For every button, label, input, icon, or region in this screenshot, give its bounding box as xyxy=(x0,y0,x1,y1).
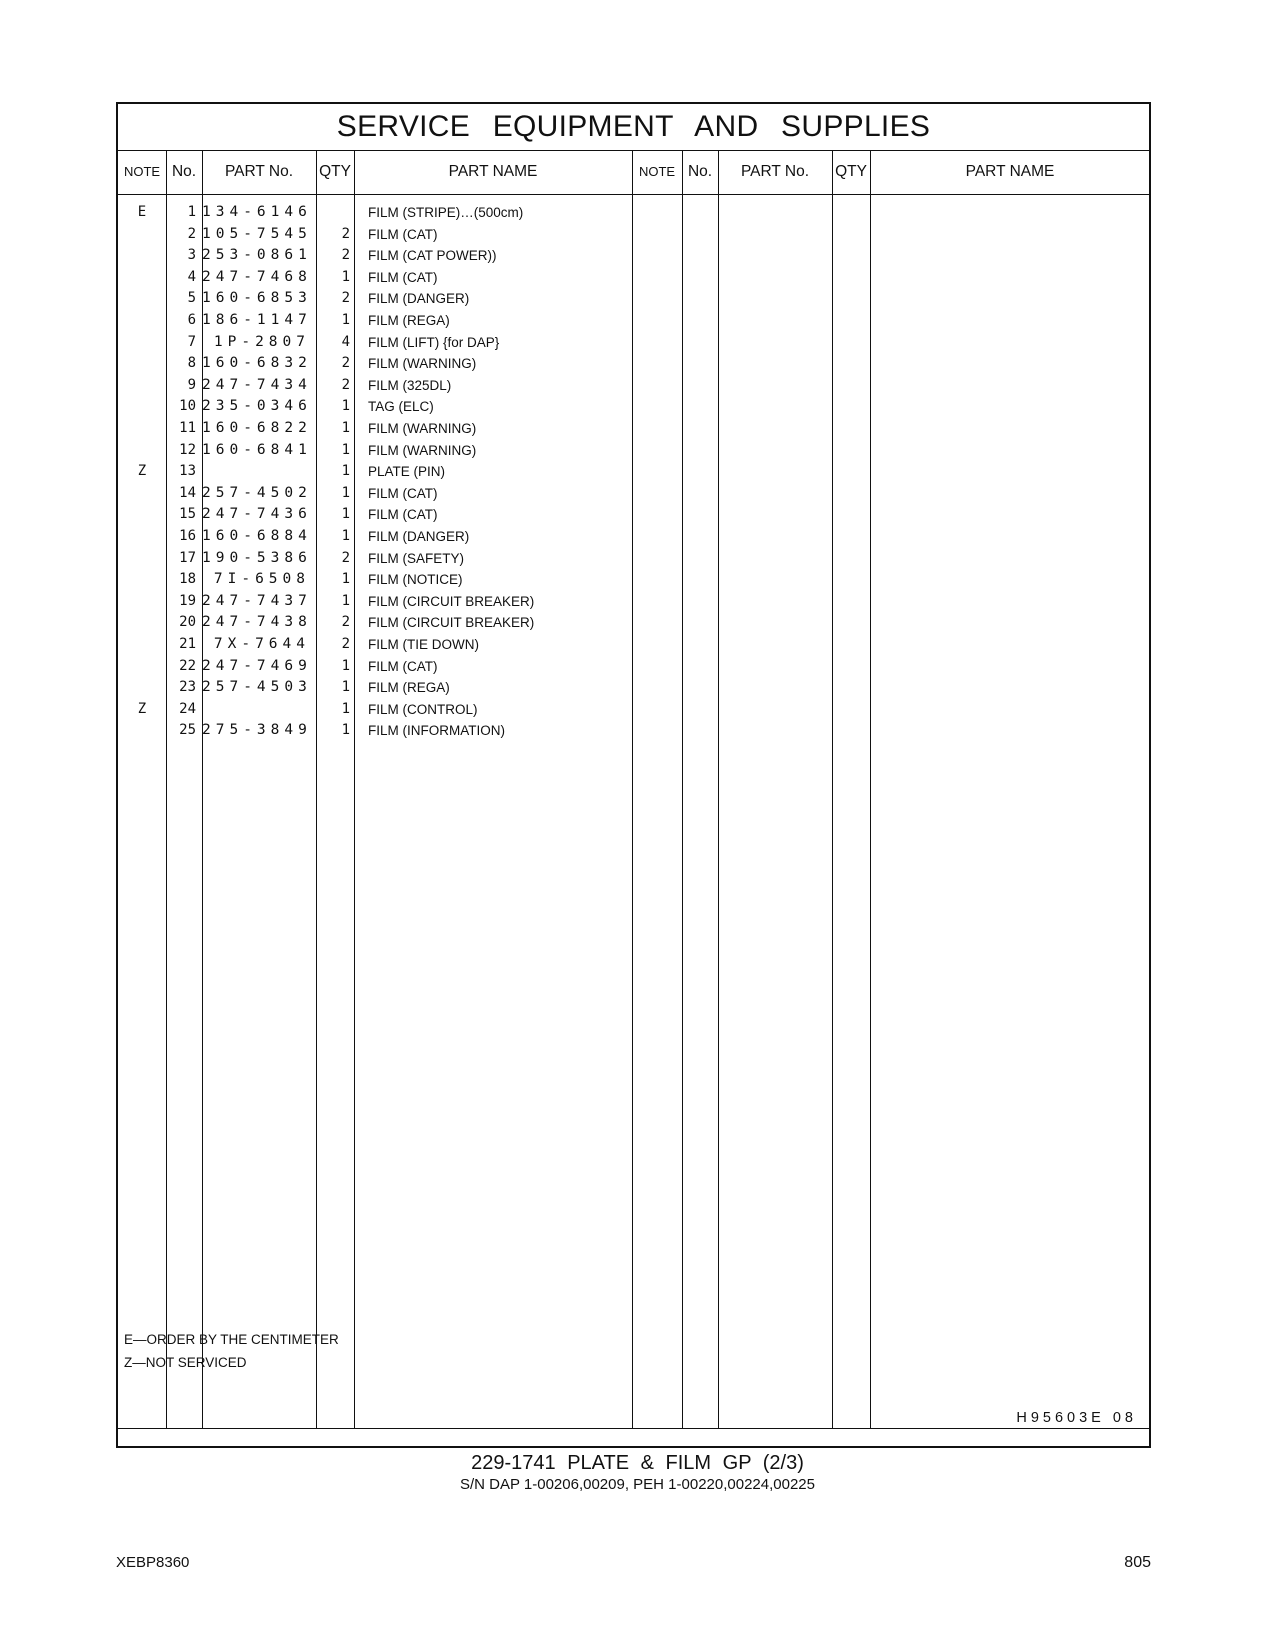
row-part-name: FILM (CIRCUIT BREAKER) xyxy=(368,615,535,631)
row-part-name: PLATE (PIN) xyxy=(368,464,446,480)
row-part-number: 186-1147 xyxy=(202,312,312,328)
header-part-name-left: PART NAME xyxy=(448,163,538,180)
row-part-number: 160-6841 xyxy=(202,441,312,458)
row-number: 3 xyxy=(187,247,196,264)
row-qty: 1 xyxy=(341,722,350,739)
row-number: 2 xyxy=(187,225,196,242)
row-qty: 2 xyxy=(341,376,350,393)
row-part-name: FILM (CAT) xyxy=(368,226,438,242)
row-part-name: FILM (CONTROL) xyxy=(368,701,478,717)
row-qty: 2 xyxy=(341,290,350,307)
table-title: SERVICE EQUIPMENT AND SUPPLIES xyxy=(336,110,931,143)
header-note-left: NOTE xyxy=(123,164,161,179)
row-number: 18 xyxy=(179,571,196,588)
row-part-number: 247-7436 xyxy=(202,506,312,523)
row-note: Z xyxy=(137,700,147,717)
row-number: 15 xyxy=(179,506,196,523)
row-part-name: FILM (NOTICE) xyxy=(368,572,463,588)
row-part-number: 247-7438 xyxy=(202,614,312,631)
row-part-number: 257-4503 xyxy=(202,679,312,696)
row-number: 14 xyxy=(179,484,196,501)
row-number: 13 xyxy=(179,463,196,480)
serial-caption: S/N DAP 1‑00206,00209, PEH 1‑00220,00224,00225 xyxy=(460,1476,815,1493)
row-number: 9 xyxy=(187,376,196,393)
row-number: 16 xyxy=(179,528,196,544)
row-note: Z xyxy=(137,463,147,480)
row-qty: 4 xyxy=(341,333,350,350)
row-number: 25 xyxy=(179,722,196,739)
row-number: 22 xyxy=(179,657,196,674)
row-number: 21 xyxy=(179,636,196,652)
legend-e: E—ORDER BY THE CENTIMETER xyxy=(124,1332,339,1347)
header-no-left: No. xyxy=(171,163,197,180)
row-part-name: FILM (TIE DOWN) xyxy=(368,637,479,652)
row-number: 5 xyxy=(187,290,196,307)
row-part-name: FILM (INFORMATION) xyxy=(368,723,505,739)
row-qty: 1 xyxy=(341,657,350,674)
row-part-number: 160-6832 xyxy=(202,355,312,372)
row-number: 24 xyxy=(179,700,196,717)
column-divider xyxy=(354,150,355,1428)
header-part-name-right: PART NAME xyxy=(965,163,1055,180)
row-number: 23 xyxy=(179,679,196,696)
row-part-number: 247-7468 xyxy=(202,268,312,285)
column-divider xyxy=(870,150,871,1428)
row-part-name: FILM (SAFETY) xyxy=(368,550,465,566)
row-part-number: 160-6884 xyxy=(202,528,312,544)
legend-z: Z—NOT SERVICED xyxy=(124,1355,247,1370)
row-number: 11 xyxy=(179,420,196,436)
header-part-no-left: PART No. xyxy=(224,163,294,180)
column-divider xyxy=(832,150,833,1428)
row-part-name: FILM (LIFT) {for DAP} xyxy=(368,334,500,350)
row-part-name: TAG (ELC) xyxy=(368,399,434,415)
header-no-right: No. xyxy=(687,163,713,180)
row-part-number: 257-4502 xyxy=(202,484,312,501)
row-part-number: 247-7469 xyxy=(202,657,312,674)
row-part-name: FILM (STRIPE)…(500cm) xyxy=(368,205,524,220)
row-part-number: 247-7437 xyxy=(202,592,312,609)
row-part-number: 105-7545 xyxy=(202,225,312,242)
row-qty: 1 xyxy=(341,463,350,480)
drawing-code: H95603E 08 xyxy=(1016,1410,1137,1426)
header-divider xyxy=(118,194,1149,195)
parts-table-frame xyxy=(116,102,1151,1448)
row-part-name: FILM (WARNING) xyxy=(368,421,477,436)
row-part-number: 7I-6508 xyxy=(213,571,310,588)
row-qty: 1 xyxy=(341,528,350,544)
row-part-number: 7X-7644 xyxy=(213,636,310,652)
row-part-name: FILM (325DL) xyxy=(368,377,452,393)
row-qty: 1 xyxy=(341,420,350,436)
column-divider xyxy=(166,150,167,1428)
row-number: 4 xyxy=(187,268,196,285)
row-qty: 2 xyxy=(341,355,350,372)
row-number: 6 xyxy=(187,312,196,328)
row-number: 17 xyxy=(179,549,196,566)
row-part-name: FILM (CAT) xyxy=(368,658,438,674)
row-number: 1 xyxy=(187,204,196,220)
document-id: XEBP8360 xyxy=(116,1554,190,1571)
row-part-name: FILM (REGA) xyxy=(368,680,450,696)
header-qty-right: QTY xyxy=(835,163,867,180)
row-qty: 1 xyxy=(341,679,350,696)
row-qty: 1 xyxy=(341,592,350,609)
row-part-number: 247-7434 xyxy=(202,376,312,393)
column-divider xyxy=(682,150,683,1428)
row-number: 8 xyxy=(187,355,196,372)
row-number: 19 xyxy=(179,592,196,609)
legend-divider xyxy=(118,1428,1149,1429)
group-caption: 229‑1741 PLATE & FILM GP (2/3) xyxy=(471,1452,804,1474)
column-divider xyxy=(316,150,317,1428)
row-part-number: 1P-2807 xyxy=(213,333,310,350)
row-qty: 1 xyxy=(341,506,350,523)
row-qty: 2 xyxy=(341,614,350,631)
header-note-right: NOTE xyxy=(638,164,676,179)
row-qty: 1 xyxy=(341,571,350,588)
row-part-number: 235-0346 xyxy=(202,398,312,415)
column-divider xyxy=(718,150,719,1428)
row-qty: 1 xyxy=(341,484,350,501)
row-number: 10 xyxy=(179,398,196,415)
row-part-number: 275-3849 xyxy=(202,722,312,739)
row-part-name: FILM (WARNING) xyxy=(368,442,477,458)
row-part-number: 134-6146 xyxy=(202,204,312,220)
row-part-name: FILM (REGA) xyxy=(368,313,450,328)
row-number: 12 xyxy=(179,441,196,458)
row-qty: 1 xyxy=(341,441,350,458)
row-part-name: FILM (CAT POWER)) xyxy=(368,248,497,264)
row-part-number: 190-5386 xyxy=(202,549,312,566)
row-number: 7 xyxy=(187,333,196,350)
header-part-no-right: PART No. xyxy=(740,163,810,180)
row-qty: 2 xyxy=(341,636,350,652)
row-part-name: FILM (CAT) xyxy=(368,507,438,523)
row-qty: 1 xyxy=(341,398,350,415)
row-part-number: 160-6822 xyxy=(202,420,312,436)
header-qty-left: QTY xyxy=(319,163,351,180)
row-qty: 2 xyxy=(341,549,350,566)
row-part-name: FILM (DANGER) xyxy=(368,529,470,544)
row-qty: 1 xyxy=(341,268,350,285)
row-note: E xyxy=(137,204,147,220)
row-part-number: 160-6853 xyxy=(202,290,312,307)
row-part-name: FILM (CAT) xyxy=(368,269,438,285)
row-qty: 1 xyxy=(341,700,350,717)
row-qty: 1 xyxy=(341,312,350,328)
row-part-name: FILM (CAT) xyxy=(368,485,438,501)
row-part-name: FILM (CIRCUIT BREAKER) xyxy=(368,593,535,609)
row-part-name: FILM (DANGER) xyxy=(368,291,470,307)
row-part-name: FILM (WARNING) xyxy=(368,356,477,372)
row-qty: 2 xyxy=(341,225,350,242)
column-divider xyxy=(632,150,633,1428)
page-number: 805 xyxy=(1124,1554,1151,1571)
row-part-number: 253-0861 xyxy=(202,247,312,264)
row-qty: 2 xyxy=(341,247,350,264)
row-number: 20 xyxy=(179,614,196,631)
